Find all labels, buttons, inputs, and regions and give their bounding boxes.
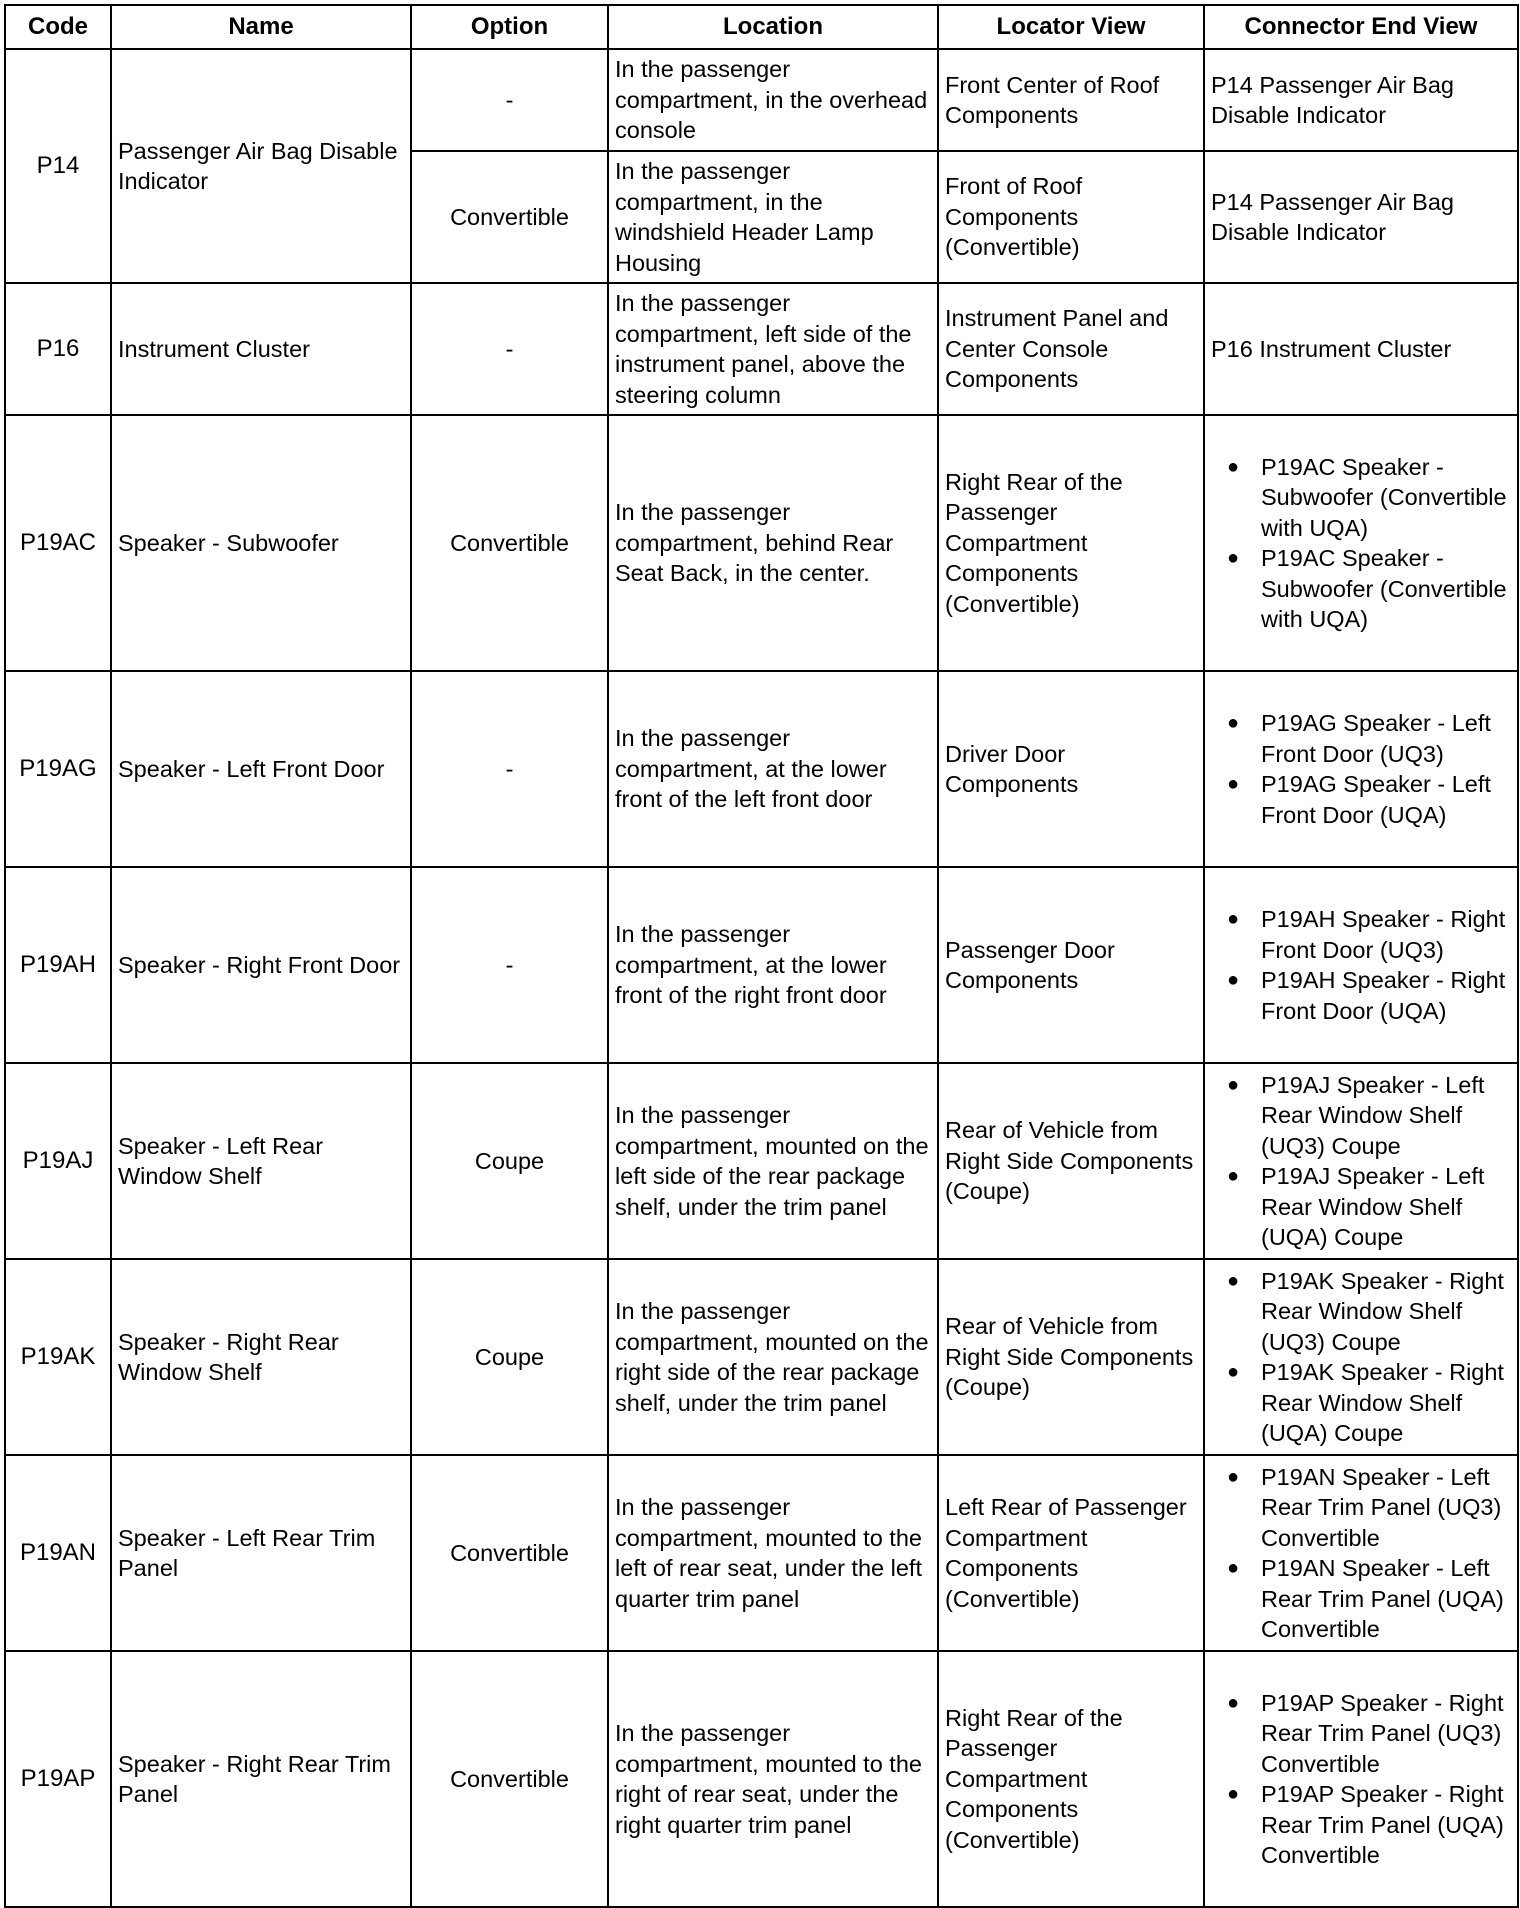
cell-code: P19AP [5, 1651, 111, 1907]
cell-location: In the passenger compartment, mounted to the left of rear seat, under the left quarter trim panel [608, 1455, 938, 1651]
header-option: Option [411, 5, 608, 49]
cell-name: Speaker - Left Rear Window Shelf [111, 1063, 411, 1259]
connector-bullet-item: ● P19AK Speaker - Right Rear Window Shelf (UQ3) Coupe [1261, 1266, 1511, 1358]
cell-locator-view: Left Rear of Passenger Compartment Components (Convertible) [938, 1455, 1204, 1651]
table-row [5, 415, 1518, 671]
cell-location: In the passenger compartment, mounted on the right side of the rear package shelf, under the trim panel [608, 1259, 938, 1455]
connector-bullet-item: ● P19AJ Speaker - Left Rear Window Shelf (UQA) Coupe [1261, 1161, 1511, 1253]
cell-connector-end-view [1204, 671, 1518, 867]
cell-locator-view: Passenger Door Components [938, 867, 1204, 1063]
table-row [5, 49, 1518, 151]
cell-location: In the passenger compartment, left side of the instrument panel, above the steering column [608, 283, 938, 415]
cell-connector-end-view: P16 Instrument Cluster [1204, 283, 1518, 415]
connector-bullet-item: ● P19AK Speaker - Right Rear Window Shelf (UQA) Coupe [1261, 1357, 1511, 1449]
cell-option: - [411, 671, 608, 867]
cell-locator-view: Front of Roof Components (Convertible) [938, 151, 1204, 283]
table-row [5, 1063, 1518, 1259]
connector-bullet-item: ● P19AG Speaker - Left Front Door (UQA) [1261, 769, 1511, 830]
cell-connector-end-view: P14 Passenger Air Bag Disable Indicator [1204, 151, 1518, 283]
cell-option: Convertible [411, 151, 608, 283]
cell-code: P19AN [5, 1455, 111, 1651]
cell-location: In the passenger compartment, at the lower front of the right front door [608, 867, 938, 1063]
cell-code: P16 [5, 283, 111, 415]
cell-locator-view: Rear of Vehicle from Right Side Components (Coupe) [938, 1063, 1204, 1259]
cell-code: P19AK [5, 1259, 111, 1455]
connector-bullet-item: ● P19AJ Speaker - Left Rear Window Shelf (UQ3) Coupe [1261, 1070, 1511, 1162]
header-row [5, 5, 1518, 49]
cell-connector-end-view [1204, 1063, 1518, 1259]
header-location: Location [608, 5, 938, 49]
cell-connector-end-view: P14 Passenger Air Bag Disable Indicator [1204, 49, 1518, 151]
cell-location: In the passenger compartment, behind Rear Seat Back, in the center. [608, 415, 938, 671]
cell-connector-end-view [1204, 867, 1518, 1063]
cell-option: - [411, 283, 608, 415]
cell-option: Convertible [411, 1651, 608, 1907]
cell-code: P19AJ [5, 1063, 111, 1259]
cell-name: Speaker - Right Rear Trim Panel [111, 1651, 411, 1907]
cell-option: Coupe [411, 1259, 608, 1455]
header-name: Name [111, 5, 411, 49]
cell-code: P14 [5, 49, 111, 283]
cell-locator-view: Right Rear of the Passenger Compartment Components (Convertible) [938, 1651, 1204, 1907]
cell-name: Passenger Air Bag Disable Indicator [111, 49, 411, 283]
table-row [5, 283, 1518, 415]
header-locator-view: Locator View [938, 5, 1204, 49]
cell-code: P19AH [5, 867, 111, 1063]
connector-bullet-item: ● P19AH Speaker - Right Front Door (UQA) [1261, 965, 1511, 1026]
connector-bullet-item: ● P19AP Speaker - Right Rear Trim Panel (UQA) Convertible [1261, 1779, 1511, 1871]
cell-connector-end-view [1204, 1651, 1518, 1907]
connector-bullet-item: ● P19AC Speaker - Subwoofer (Convertible with UQA) [1261, 543, 1511, 635]
cell-name: Speaker - Left Front Door [111, 671, 411, 867]
cell-connector-end-view [1204, 415, 1518, 671]
cell-locator-view: Instrument Panel and Center Console Components [938, 283, 1204, 415]
cell-location: In the passenger compartment, mounted on the left side of the rear package shelf, under the trim panel [608, 1063, 938, 1259]
cell-connector-end-view [1204, 1455, 1518, 1651]
cell-code: P19AC [5, 415, 111, 671]
table-row [5, 671, 1518, 867]
cell-option: - [411, 49, 608, 151]
cell-option: Convertible [411, 415, 608, 671]
cell-locator-view: Rear of Vehicle from Right Side Components (Coupe) [938, 1259, 1204, 1455]
cell-location: In the passenger compartment, in the windshield Header Lamp Housing [608, 151, 938, 283]
cell-name: Speaker - Right Front Door [111, 867, 411, 1063]
table-row [5, 867, 1518, 1063]
component-locator-table [4, 4, 1517, 1908]
cell-name: Speaker - Right Rear Window Shelf [111, 1259, 411, 1455]
cell-option: Coupe [411, 1063, 608, 1259]
connector-bullet-item: ● P19AC Speaker - Subwoofer (Convertible with UQA) [1261, 452, 1511, 544]
cell-code: P19AG [5, 671, 111, 867]
cell-option: Convertible [411, 1455, 608, 1651]
cell-locator-view: Front Center of Roof Components [938, 49, 1204, 151]
cell-locator-view: Right Rear of the Passenger Compartment Components (Convertible) [938, 415, 1204, 671]
connector-bullet-item: ● P19AG Speaker - Left Front Door (UQ3) [1261, 708, 1511, 769]
cell-connector-end-view [1204, 1259, 1518, 1455]
connector-bullet-item: ● P19AP Speaker - Right Rear Trim Panel (UQ3) Convertible [1261, 1688, 1511, 1780]
header-code: Code [5, 5, 111, 49]
cell-name: Speaker - Left Rear Trim Panel [111, 1455, 411, 1651]
cell-name: Instrument Cluster [111, 283, 411, 415]
cell-location: In the passenger compartment, in the overhead console [608, 49, 938, 151]
table-row [5, 1651, 1518, 1907]
header-connector-end-view: Connector End View [1204, 5, 1518, 49]
cell-location: In the passenger compartment, at the lower front of the left front door [608, 671, 938, 867]
connector-bullet-item: ● P19AH Speaker - Right Front Door (UQ3) [1261, 904, 1511, 965]
cell-location: In the passenger compartment, mounted to the right of rear seat, under the right quarter trim panel [608, 1651, 938, 1907]
cell-name: Speaker - Subwoofer [111, 415, 411, 671]
connector-bullet-item: ● P19AN Speaker - Left Rear Trim Panel (UQ3) Convertible [1261, 1462, 1511, 1554]
cell-locator-view: Driver Door Components [938, 671, 1204, 867]
cell-option: - [411, 867, 608, 1063]
table-row [5, 1455, 1518, 1651]
table-row [5, 1259, 1518, 1455]
connector-bullet-item: ● P19AN Speaker - Left Rear Trim Panel (UQA) Convertible [1261, 1553, 1511, 1645]
